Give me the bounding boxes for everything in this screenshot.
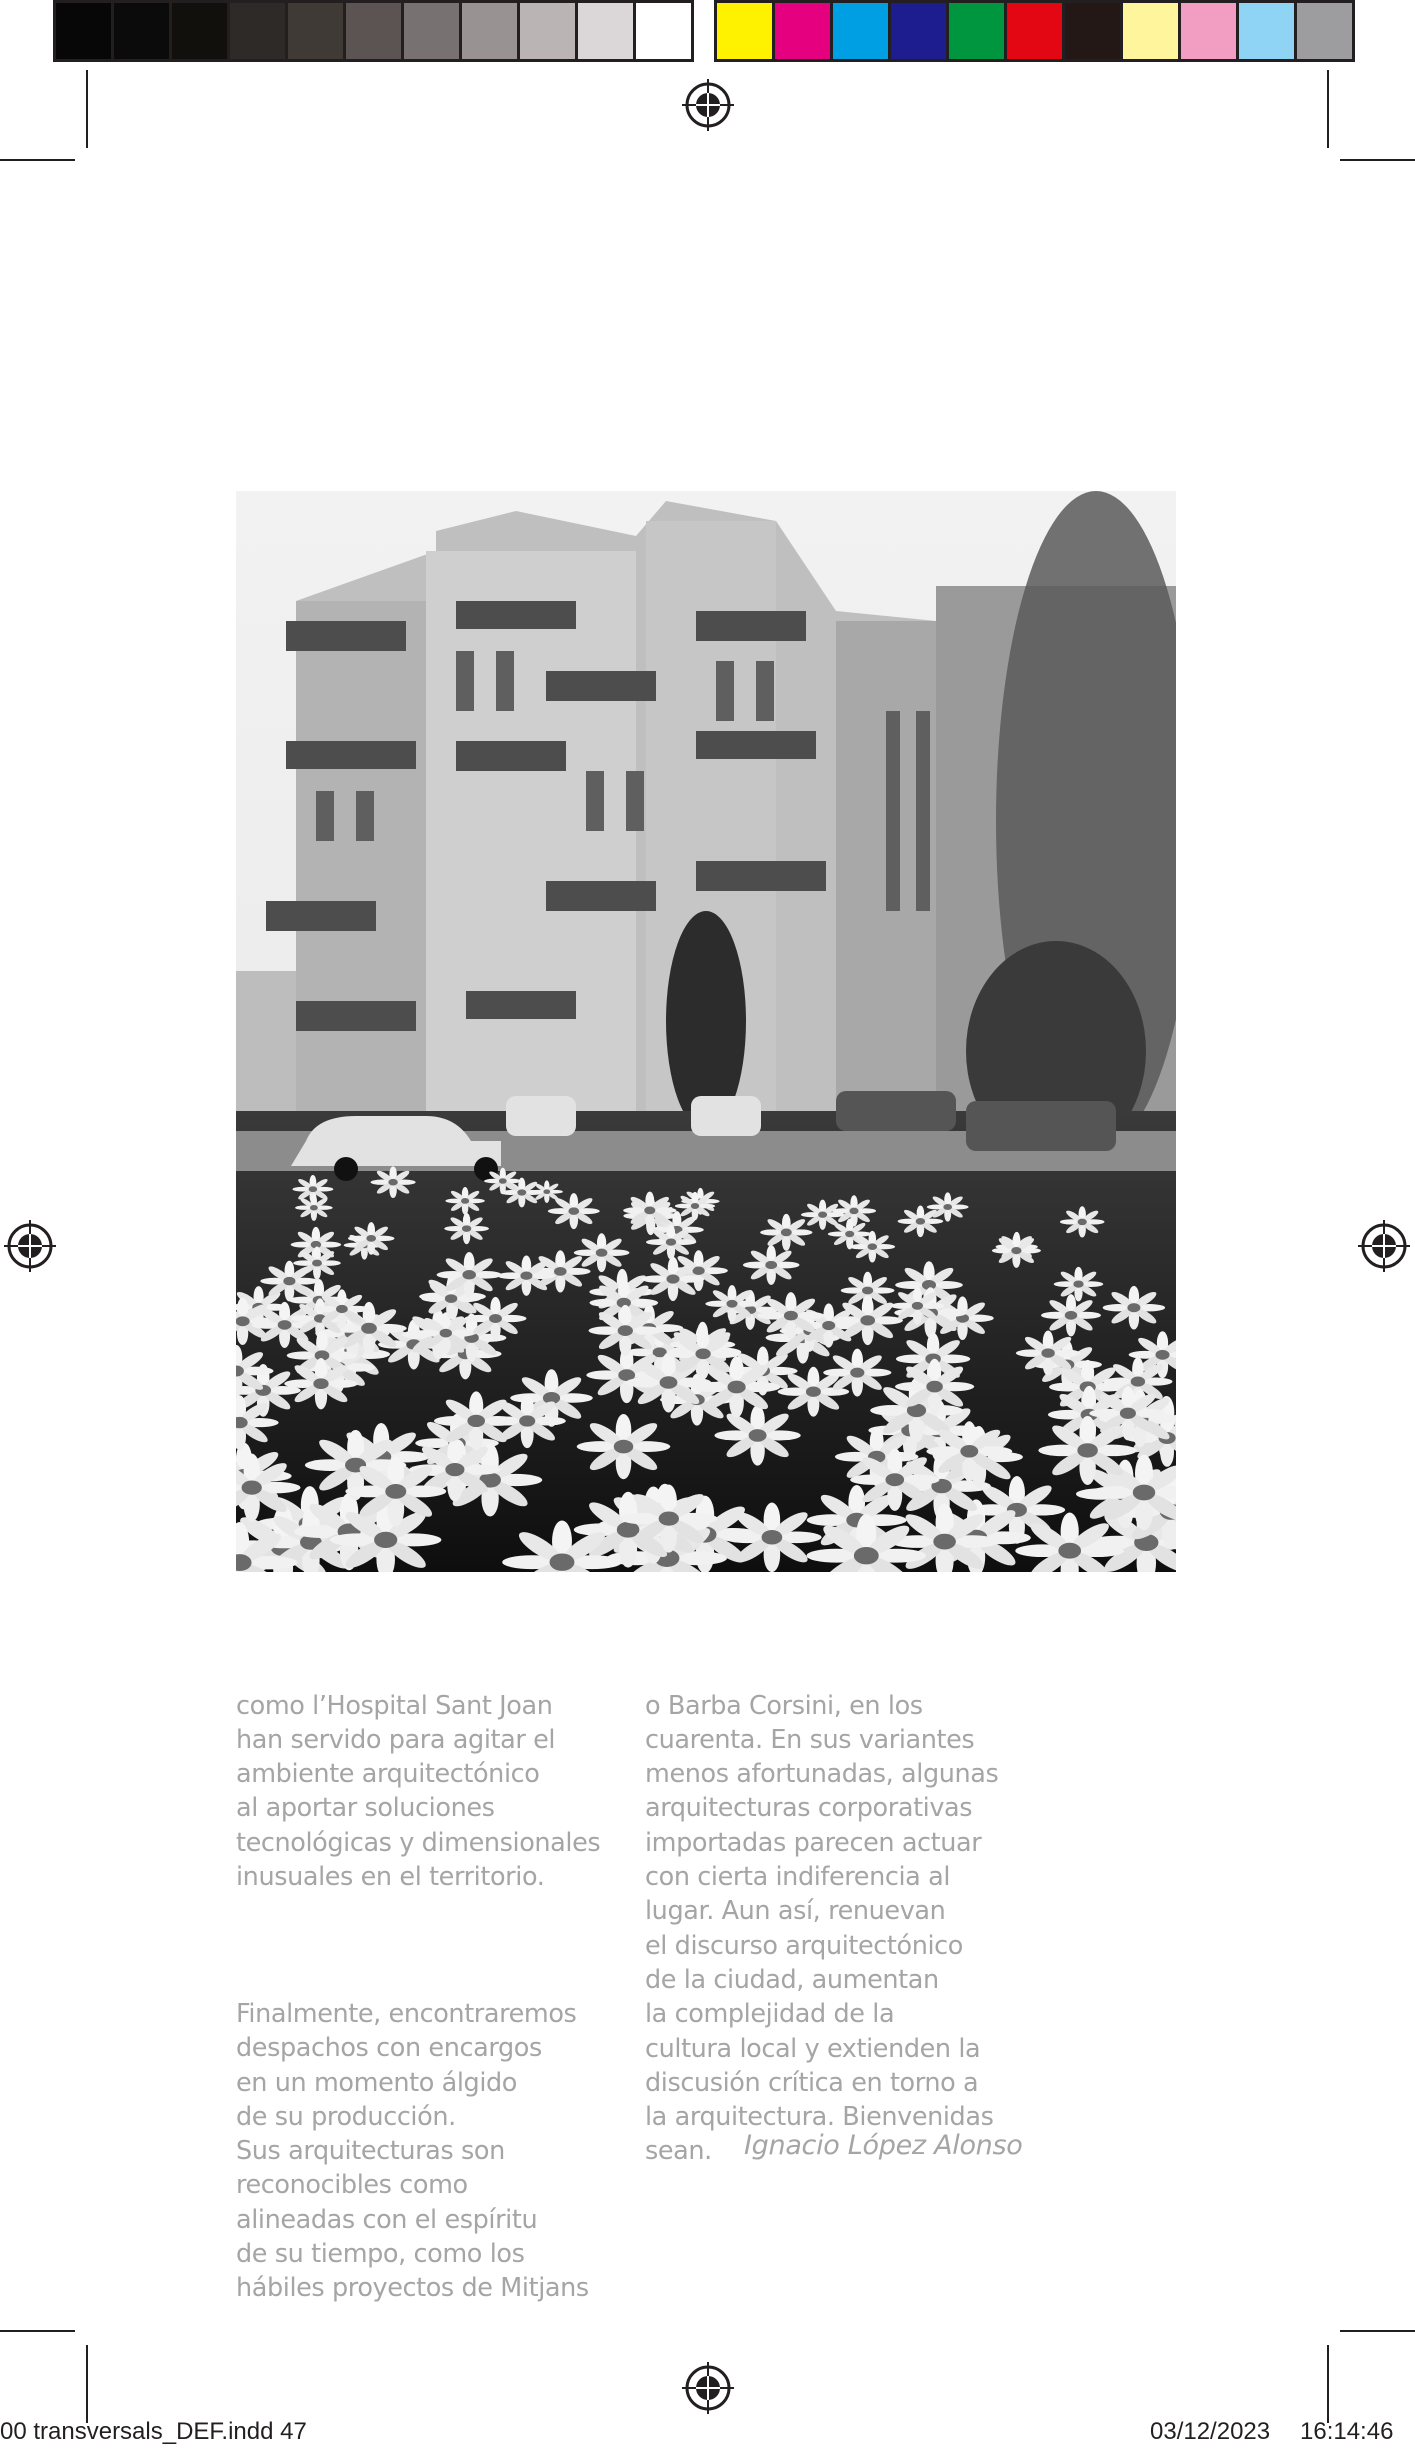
color-swatch-4 [891,3,946,59]
color-calibration-bar [53,0,1355,62]
left-paragraph-2: Finalmente, encontraremos despachos con encargos en un momento álgido de su producción. Sus arquitecturas son reconocibles como alineadas con el espíritu de su tiempo, como los hábiles proyectos de Mitjans [236,1998,589,2304]
gray-swatch-3 [172,3,227,59]
gray-swatch-11 [636,3,691,59]
building-photograph [236,491,1176,1572]
gray-swatch-10 [578,3,633,59]
gray-swatch-6 [346,3,401,59]
gray-swatch-strip [53,0,694,62]
left-paragraph-1: como l’Hospital Sant Joan han servido para agitar el ambiente arquitectónico al aportar soluciones tecnológicas y dimensionales inusuales en el territorio. [236,1690,601,1893]
color-swatch-11 [1297,3,1352,59]
color-swatch-2 [775,3,830,59]
gray-swatch-4 [230,3,285,59]
slug-file-info: 00 transversals_DEF.indd 47 [0,2418,307,2445]
crop-mark-top-left-vertical [86,70,88,148]
color-swatch-6 [1007,3,1062,59]
crop-mark-bottom-right-horizontal [1340,2330,1415,2332]
crop-mark-top-right-vertical [1327,70,1329,148]
registration-mark-right-icon [1358,1220,1410,1272]
gray-swatch-2 [114,3,169,59]
color-swatch-strip [714,0,1355,62]
color-swatch-7 [1065,3,1120,59]
slug-time: 16:14:46 [1300,2418,1394,2445]
color-swatch-9 [1181,3,1236,59]
author-signature: Ignacio López Alonso [744,2130,1023,2161]
registration-mark-top-icon [682,79,734,131]
color-swatch-3 [833,3,888,59]
crop-mark-top-left-horizontal [0,159,75,161]
registration-mark-left-icon [4,1220,56,1272]
registration-mark-bottom-icon [682,2362,734,2414]
right-paragraph-1: o Barba Corsini, en los cuarenta. En sus variantes menos afortunadas, algunas arquitecturas corporativas importadas parecen actuar con cierta indiferencia al lugar. Aun así, renuevan el discurso arquitectónico de la ciudad, aumentan la complejidad de la cultura local y extienden la discusión crítica en torno a la arquitectura. Bienvenidas sean. [645,1690,999,2167]
crop-mark-top-right-horizontal [1340,159,1415,161]
text-column-left [236,1620,600,2340]
gray-swatch-9 [520,3,575,59]
crop-mark-bottom-right-vertical [1327,2345,1329,2423]
gray-swatch-7 [404,3,459,59]
color-swatch-8 [1123,3,1178,59]
gray-swatch-8 [462,3,517,59]
text-column-right [645,1620,998,2203]
gray-swatch-5 [288,3,343,59]
slug-date: 03/12/2023 [1150,2418,1271,2445]
color-swatch-10 [1239,3,1294,59]
color-swatch-5 [949,3,1004,59]
gray-swatch-1 [56,3,111,59]
color-swatch-1 [717,3,772,59]
crop-mark-bottom-left-horizontal [0,2330,75,2332]
crop-mark-bottom-left-vertical [86,2345,88,2423]
